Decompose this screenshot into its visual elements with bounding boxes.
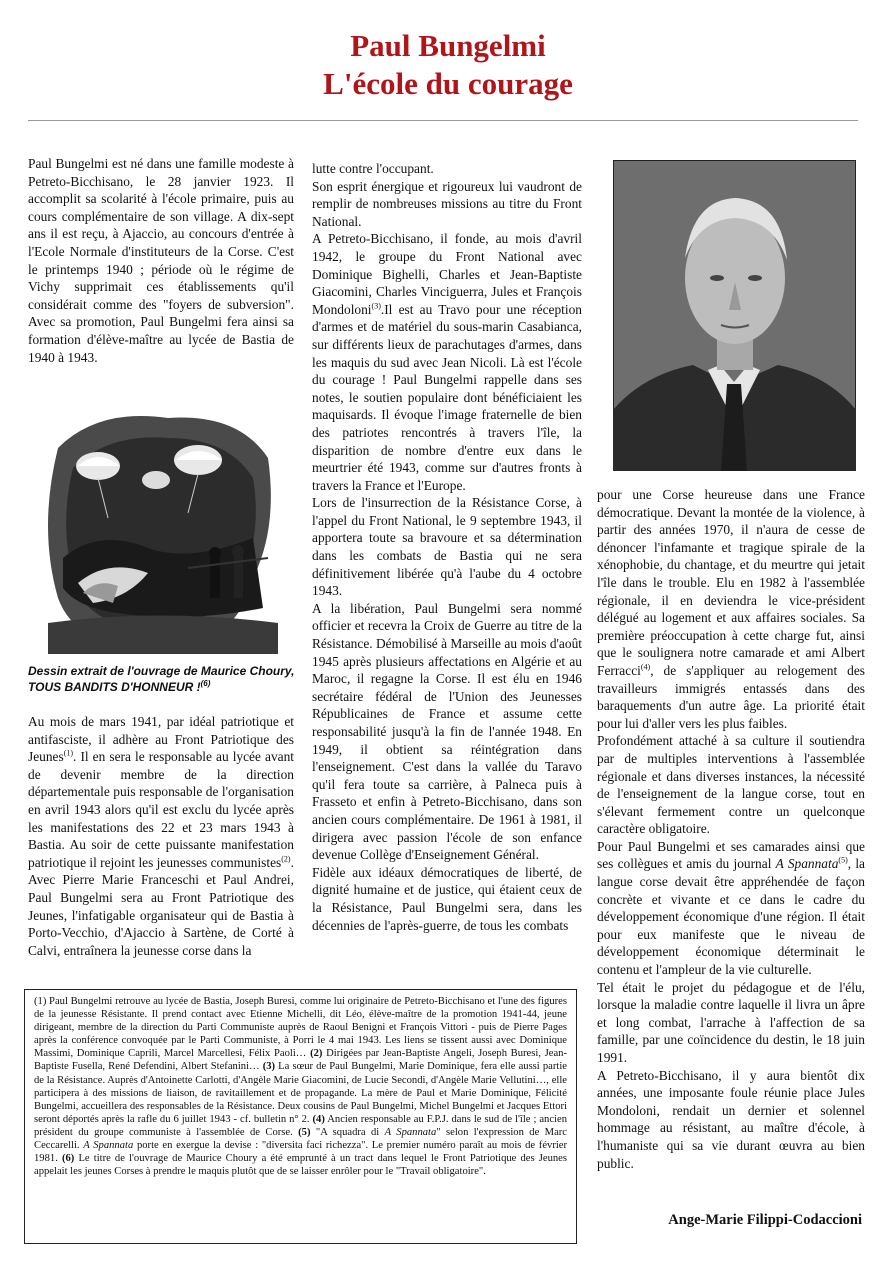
paragraph: pour une Corse heureuse dans une France démocratique. Devant la montée de la violence, à partir des années 1970, il n'aura de cesse de dénoncer l'infamante et tragique spirale de la xénophobie, du chantage, et du meurtre qui jetait l'île dans le trouble. Elu en 1982 à l'assemblée régionale, il en deviendra le vice-président délégué au logement et aux affaires sociales. Sa première préoccupation à cette charge fut, ainsi que le soulignera notre camarade et ami Albert Ferracci$^{(4)}$, de s'appliquer au relogement des travailleurs immigrés entassés dans des baraquements d'un autre âge. La priorité était pour lui d'aller vers les plus faibles.	[597, 487, 865, 731]
column-3	[597, 486, 865, 1172]
paragraph: A Petreto-Bicchisano, il y aura bientôt dix années, une imposante foule réunie place Jules Mondoloni, rendait un dernier et solennel hommage au résistant, au maître d'école, à l'humaniste qui sa vie durant œuvra au bien public.	[597, 1067, 865, 1171]
paragraph: A la libération, Paul Bungelmi sera nommé officier et recevra la Croix de Guerre au titre de la Résistance. Démobilisé à Marseille au mois d'août 1945 après plusieurs affectations en Algérie et au Maroc, il regagne la Corse. Il est élu en 1946 secrétaire fédéral de l'Union des Jeunesses Républicaines de France et assume cette responsabilité jusqu'à la fin de l'année 1948. En 1949, il obtient sa réintégration dans l'enseignement. C'est dans la vallée du Taravo qu'il fera toute sa carrière, à Palneca puis à Frasseto et enfin à Petreto-Bicchisano, dans son ancien cours complémentaire. De 1961 à 1981, il dirigera avec passion l'école de son enfance devenue Collège d'Enseignement Général.	[312, 600, 582, 863]
book-title: TOUS BANDITS D'HONNEUR !	[28, 680, 201, 694]
paragraph: Tel était le projet du pédagogue et de l'élu, lorsque la maladie contre laquelle il livra un âpre et long combat, l'arrache à l'affection de sa famille, par une coïncidence du destin, le 18 juin 1991.	[597, 979, 865, 1065]
footnote-3: La sœur de Paul Bungelmi, Marie Dominique, fera elle aussi partie de la Résistance. Auprès d'Antoinette Carlotti, d'Angèle Marie Giacomini, de Lucie Secondi, d'Angèle Marie Vellutini…, elle participera à des missions de liaison, de ravitaillement et de propagande. La mère de Paul et Marie Dominique, Félicité Bungelmi, accueillera des responsables de la Résistance. Deux cousins de Paul Bungelmi, Michel Bungelmi et Jacques Ettori seront déportés après la rafle du 6 juillet 1943 - cf. bulletin n° 2.	[34, 1061, 567, 1125]
portrait-photo	[613, 160, 856, 471]
column-1-intro	[28, 155, 294, 366]
paragraph: Profondément attaché à sa culture il soutiendra par de multiples interventions à l'assemblée régionale et dans diverses instances, la nécessité de l'enseignement de la langue corse, tout en s'élevant fermement contre un quelconque caractère obligatoire.	[597, 733, 865, 837]
footnote-2: Dirigées par Jean-Baptiste Angeli, Joseph Buresi, Jean-Baptiste Fusella, René Defendini, Albert Stefanini…	[34, 1048, 567, 1073]
footnote-1: (1) Paul Bungelmi retrouve au lycée de Bastia, Joseph Buresi, comme lui originaire de Petreto-Bicchisano et l'une des figures de la jeunesse Résistante. Il prend contact avec Etienne Michelli, dit Léo, élève-maître de la promotion 1941-44, jeune dirigeant, membre de la direction du Parti Communiste auprès de Raoul Benigni et François Vittori - puis de Pierre Pages après la conférence convoquée par le Parti Communiste, à Porri le 4 mai 1943. Les liens se tissent aussi avec Dominique Massimi, Dominique Caprili, Marcel Marcellesi, Félix Paoli…	[34, 996, 567, 1060]
parachute-drawing-illustration	[38, 408, 282, 654]
column-2	[312, 160, 582, 934]
paragraph: Fidèle aux idéaux démocratiques de liberté, de dignité humaine et de justice, qui étaient ceux de la Résistance, Paul Bungelmi sera, dans les décennies de l'après-guerre, de tous les combats	[312, 864, 582, 933]
paragraph: A Petreto-Bicchisano, il fonde, au mois d'avril 1942, le groupe du Front National avec Dominique Bighelli, Charles et Jean-Baptiste Giacomini, Charles Vinciguerra, Jules et François Mondoloni$^{(3)}$.Il est au Travo pour une réception d'armes et de matériel du sous-marin Casabianca, sur différents lieux de parachutages d'armes, dans les maquis du sud avec Jean Nicoli. Là est l'école du courage ! Paul Bungelmi rappelle dans ses notes, le soutien populaire dont bénéficiaient les maquisards. Il évoque l'image fraternelle de bien des patriotes rencontrés à travers l'île, la disparition de nombre d'entre eux dans le meurtrier été 1943, comme sur d'autres fronts à travers la France et l'Europe.	[312, 231, 582, 493]
footnote-4: Ancien responsable au F.P.J. dans le sud de l'île ; ancien président du groupe communiste à l'assemblée de Corse.	[34, 1113, 567, 1138]
footnote-6: Le titre de l'ouvrage de Maurice Choury a été emprunté à un tract dans lequel le Front Patriotique des Jeunes appelait les jeunes Corses à prendre le maquis plutôt que de se laisser enrôler pour le "Travail obligatoire".	[34, 1153, 567, 1178]
paragraph: lutte contre l'occupant.	[312, 161, 434, 176]
paragraph: Lors de l'insurrection de la Résistance Corse, à l'appel du Front National, le 9 septembre 1943, il apportera toute sa bravoure et sa détermination dans les combats de Bastia qui ne sera définitivement libérée qu'à l'aube du 4 octobre 1943.	[312, 495, 582, 599]
paragraph: Pour Paul Bungelmi et ses camarades ainsi que ses collègues et amis du journal A Spannata$^{(5)}$, la langue corse devait être appréhendée de façon concrète et vivante et ce dans le cadre du développement économique d'une région. Il était pour eux manifeste que le niveau de développement économique déterminait le contenu et l'ampleur de la vie culturelle.	[597, 838, 866, 978]
author-signature: Ange-Marie Filippi-Codaccioni	[668, 1212, 862, 1228]
paragraph: Au mois de mars 1941, par idéal patriotique et antifasciste, il adhère au Front Patriotique des Jeunes$^{(1)}$. Il en sera le responsable au lycée avant de devenir membre de la direction départementale puis responsable de l'organisation en avril 1943 alors qu'il est exclu du lycée après les manifestations des 22 et 23 mars 1943 à Bastia. Au soir de cette puissante manifestation patriotique il rejoint les jeunesses communistes$^{(2)}$.	[28, 714, 294, 870]
paragraph: Avec Pierre Marie Franceschi et Paul Andrei, Paul Bungelmi sera au Front Patriotique des Jeunes, l'infatigable organisateur qui de Bastia à Porto-Vecchio, d'Ajaccio à Sartène, de Corté à Calvi, entraînera la jeunesse corse dans la	[28, 872, 294, 958]
paragraph: Paul Bungelmi est né dans une famille modeste à Petreto-Bicchisano, le 28 janvier 1923. Il accomplit sa scolarité à l'école primaire, puis au cours complémentaire de son village. A dix-sept ans il est reçu, à Ajaccio, au concours d'entrée à l'Ecole Normale d'instituteurs de la Corse. C'est le printemps 1940 ; période où le régime de Vichy supprimait ces établissements qu'il considérait comme des "foyers de subversion". Avec sa promotion, Paul Bungelmi fera ainsi sa formation d'élève-maître au lycée de Bastia de 1940 à 1943.	[28, 156, 294, 365]
page-subtitle: L'école du courage	[323, 66, 573, 101]
footnote-5: porte en exergue la devise : "diversita faci richezza". Le premier numéro paraît au mois de février 1981.	[34, 1140, 568, 1165]
header-divider	[28, 120, 858, 121]
paragraph: Son esprit énergique et rigoureux lui vaudront de remplir de nombreuses missions au titre du Front National.	[312, 178, 582, 229]
footnotes-box: (1) Paul Bungelmi retrouve au lycée de Bastia, Joseph Buresi, comme lui originaire de Petreto-Bicchisano et l'une des figures de la jeunesse Résistante. Il prend contact avec Etienne Michelli, dit Léo, élève-maître de la promotion 1941-44, jeune dirigeant, membre de la direction du Parti Communiste auprès de Raoul Benigni et François Vittori - puis de Pierre Pages après la conférence convoquée par le Parti Communiste, à Porri le 4 mai 1943. Les liens se tissent aussi avec Dominique Massimi, Dominique Caprili, Marcel Marcellesi, Félix Paoli… (2) Dirigées par Jean-Baptiste Angeli, Joseph Buresi, Jean-Baptiste Fusella, René Defendini, Albert Stefanini… (3) La sœur de Paul Bungelmi, Marie Dominique, fera elle aussi partie de la Résistance. Auprès d'Antoinette Carlotti, d'Angèle Marie Giacomini, de Lucie Secondi, d'Angèle Marie Vellutini…, elle participera à des missions de liaison, de ravitaillement et de propagande. La mère de Paul et Marie Dominique, Félicité Bungelmi, accueillera des responsables de la Résistance. Deux cousins de Paul Bungelmi, Michel Bungelmi et Jacques Ettori seront déportés après la rafle du 6 juillet 1943 - cf. bulletin n° 2. (4) Ancien responsable au F.P.J. dans le sud de l'île ; ancien président du groupe communiste à l'assemblée de Corse. (5) "A squadra di A Spannata" selon l'expression de Marc Ceccarelli. A Spannata porte en exergue la devise : "diversita faci richezza". Le premier numéro paraît au mois de février 1981. (6) Le titre de l'ouvrage de Maurice Choury a été emprunté à un tract dans lequel le Front Patriotique des Jeunes appelait les jeunes Corses à prendre le maquis plutôt que de se laisser enrôler pour le "Travail obligatoire".	[24, 989, 577, 1244]
drawing-caption: Dessin extrait de l'ouvrage de Maurice Choury, TOUS BANDITS D'HONNEUR !$^{(6)}$	[28, 664, 295, 694]
page-title: Paul Bungelmi	[350, 28, 546, 63]
column-1-body	[28, 713, 294, 959]
